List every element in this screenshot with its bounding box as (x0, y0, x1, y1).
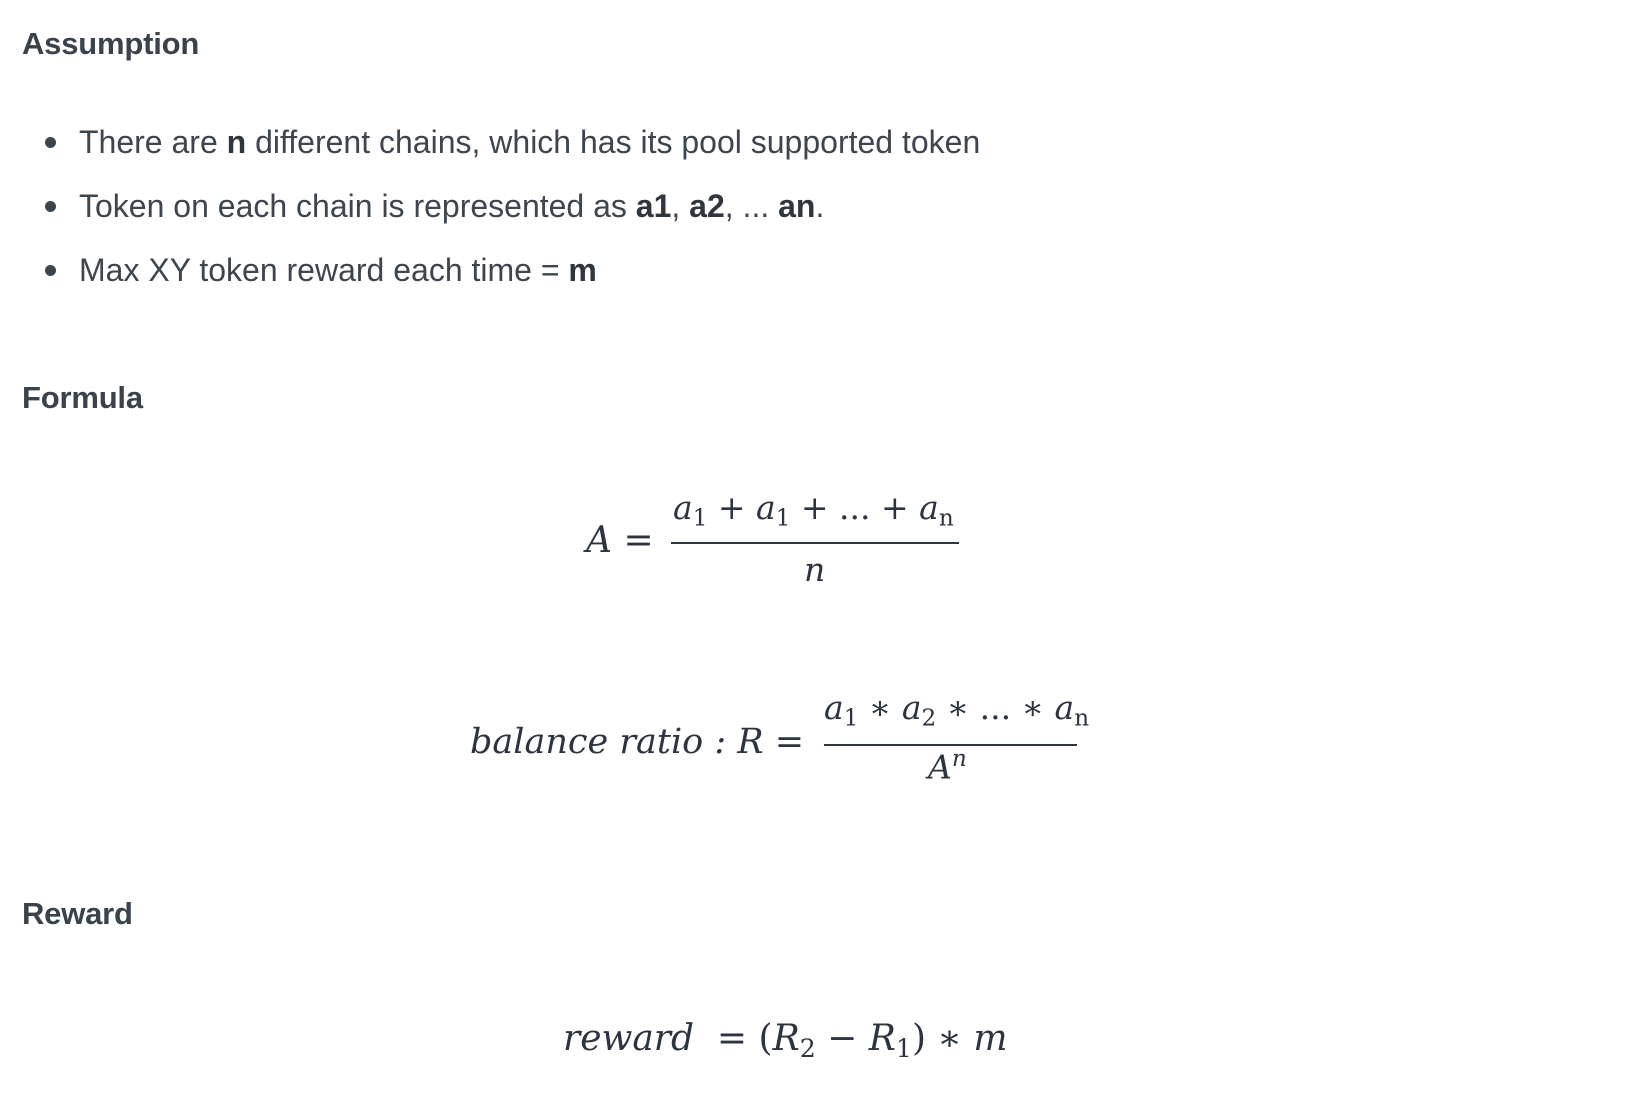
bullet-text: Max XY token reward each time = m (79, 252, 597, 288)
reward-formula: reward = $(R_2 - R_1)$ ∗ m (563, 1018, 1008, 1064)
bullet-icon (45, 201, 56, 212)
bullet-icon (45, 137, 56, 148)
bullet-text: Token on each chain is represented as a1, a2, ... an. (79, 188, 825, 224)
assumption-heading: Assumption (22, 26, 200, 61)
average-lhs: A = (586, 520, 654, 561)
bullet-text: There are n different chains, which has its pool supported token (79, 124, 981, 160)
ratio-numerator: $a_1$ ∗ $a_2$ ∗ ... ∗ $a_n$ (824, 688, 1090, 732)
bullet-icon (45, 265, 56, 276)
ratio-denominator: $A^n$ (928, 746, 967, 787)
reward-heading: Reward (22, 896, 133, 931)
ratio-lhs: balance ratio : R = (470, 722, 805, 762)
fraction-bar (671, 542, 959, 544)
average-numerator: $a_1 + a_1$ + ... + $a_n$ (673, 488, 954, 532)
formula-heading: Formula (22, 380, 143, 415)
average-denominator: n (804, 550, 826, 589)
